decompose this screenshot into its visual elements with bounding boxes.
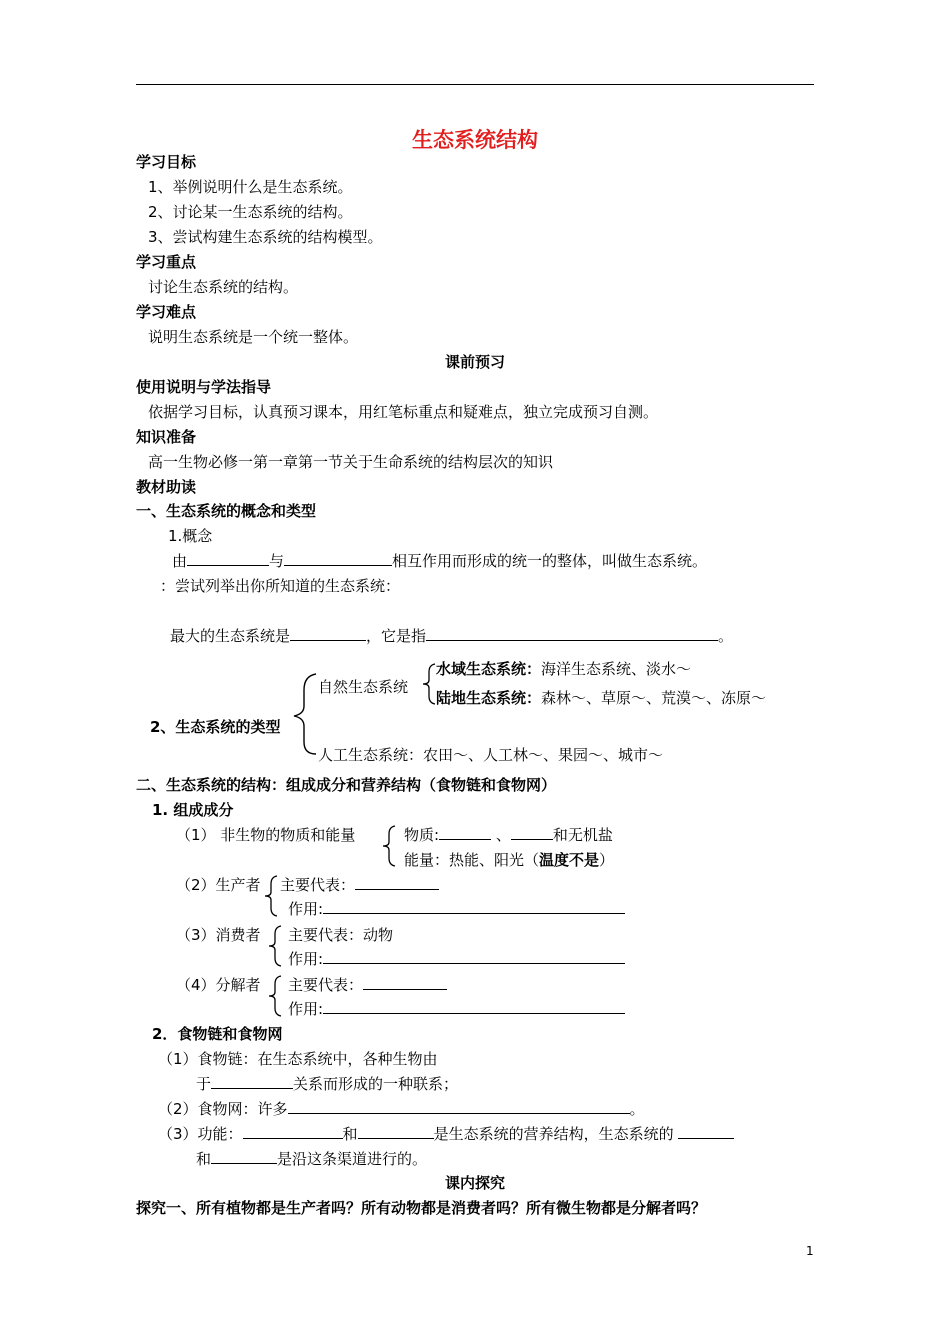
artificial-ecosystem: 人工生态系统：农田～、人工林～、果园～、城市～ — [318, 746, 664, 764]
decomposer-label: （4）分解者 — [176, 976, 261, 994]
nonliving-label: （1） 非生物的物质和能量 — [176, 826, 356, 844]
difficulty-heading: 学习难点 — [136, 303, 197, 321]
focus-heading: 学习重点 — [136, 253, 197, 271]
nonliving-brace — [380, 824, 398, 868]
largest-line: 最大的生态系统是 ，它是指 。 — [170, 627, 734, 645]
objective-item: 1、举例说明什么是生态系统。 — [148, 178, 353, 196]
guide-heading: 使用说明与学法指导 — [136, 378, 272, 396]
page-number: 1 — [806, 1244, 814, 1258]
consumer-label: （3）消费者 — [176, 926, 261, 944]
blank-field[interactable] — [284, 551, 392, 566]
producer-rep: 主要代表： — [280, 875, 439, 895]
foodweb-line: （2）食物网：许多 。 — [158, 1100, 645, 1118]
blank-field[interactable] — [290, 626, 366, 641]
focus-text: 讨论生态系统的结构。 — [148, 278, 299, 296]
reading-heading: 教材助读 — [136, 478, 197, 496]
composition-heading: 1. 组成成分 — [152, 801, 234, 819]
function-line2: 和 是沿这条渠道进行的。 — [196, 1150, 428, 1168]
objectives-heading: 学习目标 — [136, 153, 197, 171]
decomposer-brace — [266, 974, 284, 1018]
producer-label: （2）生产者 — [176, 876, 261, 894]
types-brace — [290, 672, 320, 756]
foodchain-line1: （1）食物链：在生态系统中，各种生物由 — [158, 1050, 438, 1068]
concept-label: 1.概念 — [168, 527, 213, 545]
objective-item: 2、讨论某一生态系统的结构。 — [148, 203, 353, 221]
difficulty-text: 说明生态系统是一个统一整体。 — [148, 328, 359, 346]
foodweb-heading: 2．食物链和食物网 — [152, 1025, 283, 1043]
consumer-rep: 主要代表：动物 — [288, 926, 394, 944]
blank-field[interactable] — [211, 1074, 293, 1089]
part1-heading: 一、生态系统的概念和类型 — [136, 502, 317, 520]
consumer-role: 作用: — [288, 949, 625, 969]
explore-question-1: 探究一、所有植物都是生产者吗？所有动物都是消费者吗？所有微生物都是分解者吗？ — [136, 1199, 707, 1217]
blank-field[interactable] — [511, 825, 553, 840]
preview-heading: 课前预习 — [444, 353, 505, 371]
decomposer-rep: 主要代表： — [288, 975, 447, 995]
consumer-brace — [266, 924, 284, 968]
try-text: ：尝试列举出你所知道的生态系统： — [160, 577, 401, 595]
guide-text: 依据学习目标，认真预习课本，用红笔标重点和疑难点，独立完成预习自测。 — [148, 403, 659, 421]
blank-field[interactable] — [323, 899, 625, 914]
matter-line: 物质: 、 和无机盐 — [404, 826, 613, 844]
blank-field[interactable] — [355, 875, 439, 890]
part2-heading: 二、生态系统的结构：组成成分和营养结构（食物链和食物网） — [136, 776, 557, 794]
header-rule — [136, 84, 814, 85]
water-ecosystem: 水域生态系统：海洋生态系统、淡水～ — [436, 660, 692, 678]
blank-field[interactable] — [678, 1124, 734, 1139]
decomposer-role: 作用: — [288, 999, 625, 1019]
concept-line: 由 与 相互作用而形成的统一的整体，叫做生态系统。 — [172, 552, 708, 570]
page-title: 生态系统结构 — [412, 128, 538, 152]
producer-brace — [262, 874, 280, 918]
blank-field[interactable] — [363, 975, 447, 990]
blank-field[interactable] — [358, 1124, 434, 1139]
foodchain-line2: 于 关系而形成的一种联系； — [196, 1075, 459, 1093]
blank-field[interactable] — [211, 1149, 277, 1164]
blank-field[interactable] — [439, 825, 491, 840]
land-ecosystem: 陆地生态系统：森林～、草原～、荒漠～、冻原～ — [436, 689, 767, 707]
objective-item: 3、尝试构建生态系统的结构模型。 — [148, 228, 383, 246]
producer-role: 作用: — [288, 899, 625, 919]
blank-field[interactable] — [323, 949, 625, 964]
explore-heading: 课内探究 — [444, 1174, 505, 1192]
types-label: 2、生态系统的类型 — [150, 718, 281, 736]
prep-text: 高一生物必修一第一章第一节关于生命系统的结构层次的知识 — [148, 453, 554, 471]
blank-field[interactable] — [323, 999, 625, 1014]
blank-field[interactable] — [426, 626, 718, 641]
blank-field[interactable] — [187, 551, 269, 566]
energy-line: 能量：热能、阳光（温度不是） — [404, 851, 615, 869]
blank-field[interactable] — [243, 1124, 343, 1139]
natural-ecosystem: 自然生态系统 — [318, 678, 409, 696]
function-line1: （3）功能： 和 是生态系统的营养结构，生态系统的 — [158, 1124, 734, 1144]
blank-field[interactable] — [288, 1099, 630, 1114]
prep-heading: 知识准备 — [136, 428, 197, 446]
